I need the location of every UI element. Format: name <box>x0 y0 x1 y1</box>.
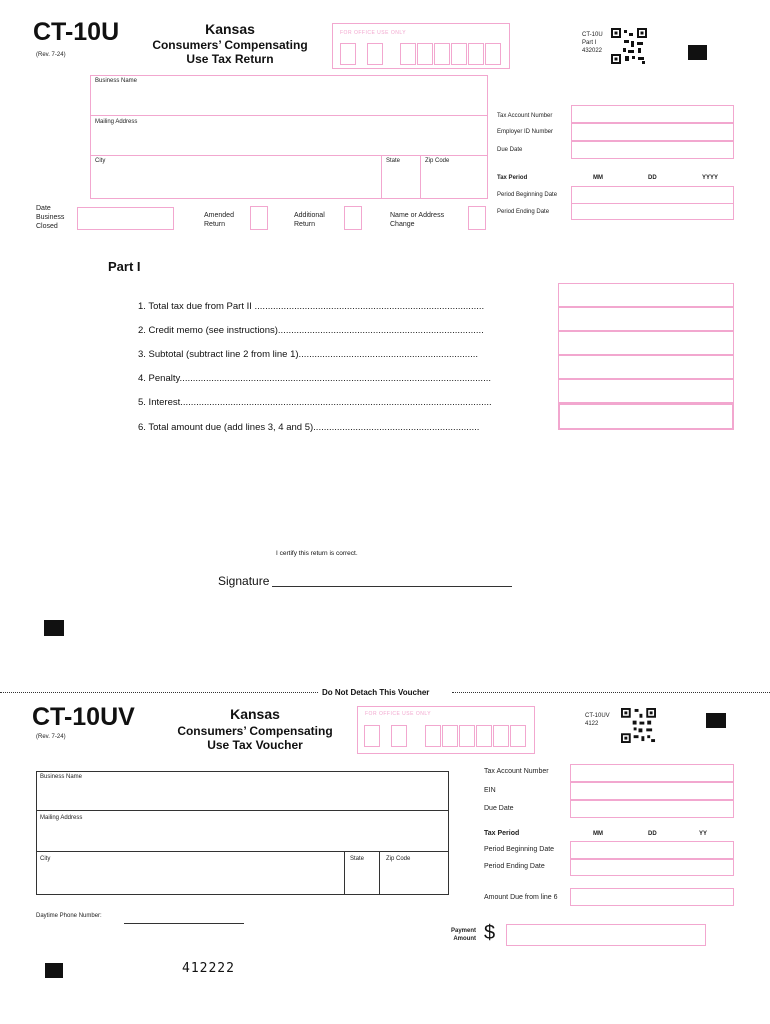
month-label: MM <box>593 175 603 181</box>
label-line: Return <box>294 221 316 228</box>
voucher-day-label: DD <box>648 831 657 837</box>
name-address-change-label <box>390 211 444 229</box>
voucher-corner-code: CT-10UV <box>585 713 610 719</box>
line-2-amount-input[interactable] <box>558 307 734 331</box>
corner-part: Part I <box>582 40 597 46</box>
line-1-label: 1. Total tax due from Part II ....................................................................................... <box>138 301 485 312</box>
voucher-year-label: YY <box>699 831 708 837</box>
office-use-cell <box>425 725 441 747</box>
office-use-cell <box>364 725 380 747</box>
voucher-city-input[interactable] <box>38 864 342 894</box>
registration-mark <box>706 713 726 728</box>
voucher-ein-input[interactable] <box>570 782 734 800</box>
dollar-sign: $ <box>484 922 496 944</box>
form-title-line2: Use Tax Return <box>186 52 274 66</box>
additional-return-label <box>294 211 325 229</box>
qr-code-icon <box>621 708 656 743</box>
payment-amount-input[interactable] <box>506 924 706 946</box>
date-business-closed-input[interactable] <box>77 207 174 230</box>
year-label: YYYY <box>702 175 719 181</box>
office-use-cell <box>434 43 450 65</box>
voucher-period-begin-label: Period Beginning Date <box>484 846 555 853</box>
label-line: Additional <box>294 212 325 219</box>
phone-input[interactable] <box>124 923 244 924</box>
tax-account-number-label: Tax Account Number <box>497 113 553 119</box>
mailing-address-input[interactable] <box>92 127 486 154</box>
voucher-state: Kansas <box>230 706 280 722</box>
period-begin-label: Period Beginning Date <box>497 192 558 198</box>
line-3-label: 3. Subtotal (subtract line 2 from line 1).................................................................... <box>138 349 479 360</box>
voucher-zip-input[interactable] <box>381 864 447 894</box>
voucher-corner-number: 4122 <box>585 721 599 727</box>
tax-account-number-input[interactable] <box>571 105 734 123</box>
voucher-period-end-label: Period Ending Date <box>484 863 545 870</box>
voucher-ein-label: EIN <box>484 787 496 794</box>
office-use-cell <box>476 725 492 747</box>
office-use-cell <box>367 43 383 65</box>
voucher-amount-due-input[interactable] <box>570 888 734 906</box>
voucher-zip-label: Zip Code <box>386 856 411 862</box>
label-line: Amount <box>453 936 476 942</box>
registration-mark <box>44 620 64 636</box>
voucher-code: CT-10UV <box>32 703 135 731</box>
voucher-month-label: MM <box>593 831 603 837</box>
office-use-cell <box>340 43 356 65</box>
business-name-label: Business Name <box>95 78 138 84</box>
line-6-label: 6. Total amount due (add lines 3, 4 and 5)............................................................... <box>138 422 480 433</box>
divider <box>36 851 449 852</box>
tear-line <box>0 692 318 693</box>
day-label: DD <box>648 175 657 181</box>
office-use-cell <box>485 43 501 65</box>
employer-id-input[interactable] <box>571 123 734 141</box>
voucher-state-input[interactable] <box>346 864 378 894</box>
form-revision: (Rev. 7-24) <box>36 52 66 58</box>
voucher-amount-due-label: Amount Due from line 6 <box>484 894 558 901</box>
form-state: Kansas <box>205 21 255 37</box>
voucher-title-line2: Use Tax Voucher <box>207 738 303 752</box>
label-line: Date <box>36 205 51 212</box>
city-label: City <box>95 158 106 164</box>
name-address-change-checkbox[interactable] <box>468 206 486 230</box>
voucher-due-date-input[interactable] <box>570 800 734 818</box>
label-line: Amended <box>204 212 234 219</box>
phone-label: Daytime Phone Number: <box>36 913 102 919</box>
voucher-business-name-label: Business Name <box>40 774 83 780</box>
certify-statement: I certify this return is correct. <box>276 550 358 557</box>
state-label: State <box>386 158 401 164</box>
office-use-cell <box>400 43 416 65</box>
label-line: Business <box>36 214 65 221</box>
additional-return-checkbox[interactable] <box>344 206 362 230</box>
voucher-business-name-input[interactable] <box>38 782 447 809</box>
label-line: Closed <box>36 223 58 230</box>
tear-line <box>452 692 770 693</box>
amended-return-checkbox[interactable] <box>250 206 268 230</box>
voucher-due-date-label: Due Date <box>484 805 514 812</box>
amended-return-label <box>204 211 234 229</box>
divider <box>344 851 345 895</box>
voucher-revision: (Rev. 7-24) <box>36 734 66 740</box>
label-line: Return <box>204 221 226 228</box>
voucher-tax-period-label: Tax Period <box>484 830 520 837</box>
label-line: Change <box>390 221 415 228</box>
form-code: CT-10U <box>33 18 120 46</box>
office-use-cell <box>442 725 458 747</box>
mailing-address-label: Mailing Address <box>95 119 138 125</box>
voucher-mailing-address-label: Mailing Address <box>40 815 83 821</box>
voucher-period-begin-input[interactable] <box>570 841 734 859</box>
voucher-office-use-label: FOR OFFICE USE ONLY <box>365 711 432 717</box>
office-use-cell <box>417 43 433 65</box>
corner-code: CT-10U <box>582 32 603 38</box>
office-use-cell <box>468 43 484 65</box>
voucher-city-label: City <box>40 856 51 862</box>
date-business-closed-label <box>36 204 64 231</box>
line-2-label: 2. Credit memo (see instructions).............................................................................. <box>138 325 484 336</box>
form-title-line1: Consumers’ Compensating <box>152 38 308 52</box>
scan-code: 412222 <box>182 961 235 976</box>
signature-line[interactable] <box>272 586 512 587</box>
label-line: Name or Address <box>390 212 445 219</box>
voucher-state-label: State <box>350 856 365 862</box>
qr-code-icon <box>611 28 647 64</box>
voucher-title-line1: Consumers’ Compensating <box>177 724 333 738</box>
divider <box>379 851 380 895</box>
registration-mark <box>688 45 707 60</box>
corner-number: 432022 <box>582 48 603 54</box>
period-end-input[interactable] <box>571 203 734 220</box>
due-date-input[interactable] <box>571 141 734 159</box>
due-date-label: Due Date <box>497 147 523 153</box>
line-5-label: 5. Interest...................................................................................................................... <box>138 397 492 408</box>
zip-label: Zip Code <box>425 158 450 164</box>
do-not-detach-label: Do Not Detach This Voucher <box>322 688 430 697</box>
period-end-label: Period Ending Date <box>497 209 550 215</box>
city-input[interactable] <box>92 166 380 198</box>
voucher-tax-account-label: Tax Account Number <box>484 768 549 775</box>
line-1-amount-input[interactable] <box>558 283 734 307</box>
office-use-cell <box>459 725 475 747</box>
line-3-amount-input[interactable] <box>558 331 734 355</box>
line-5-amount-input[interactable] <box>558 379 734 403</box>
period-begin-input[interactable] <box>571 186 734 204</box>
signature-label: Signature <box>218 574 270 588</box>
divider <box>90 115 488 116</box>
tax-period-label: Tax Period <box>497 175 528 181</box>
office-use-cell <box>391 725 407 747</box>
office-use-cell <box>510 725 526 747</box>
office-use-cell <box>451 43 467 65</box>
employer-id-label: Employer ID Number <box>497 129 554 135</box>
registration-mark <box>45 963 63 978</box>
divider <box>36 810 449 811</box>
line-4-amount-input[interactable] <box>558 355 734 379</box>
voucher-period-end-input[interactable] <box>570 859 734 876</box>
office-use-cell <box>493 725 509 747</box>
voucher-tax-account-input[interactable] <box>570 764 734 782</box>
line-6-amount-input[interactable] <box>558 403 734 430</box>
business-name-input[interactable] <box>92 86 486 114</box>
state-input[interactable] <box>382 166 419 198</box>
part-one-heading: Part I <box>108 259 141 274</box>
label-line: Payment <box>450 928 476 934</box>
zip-input[interactable] <box>421 166 487 198</box>
divider <box>90 155 488 156</box>
office-use-label: FOR OFFICE USE ONLY <box>340 30 407 36</box>
payment-amount-label <box>438 927 476 943</box>
voucher-mailing-address-input[interactable] <box>38 823 447 850</box>
line-4-label: 4. Penalty...................................................................................................................... <box>138 373 491 384</box>
